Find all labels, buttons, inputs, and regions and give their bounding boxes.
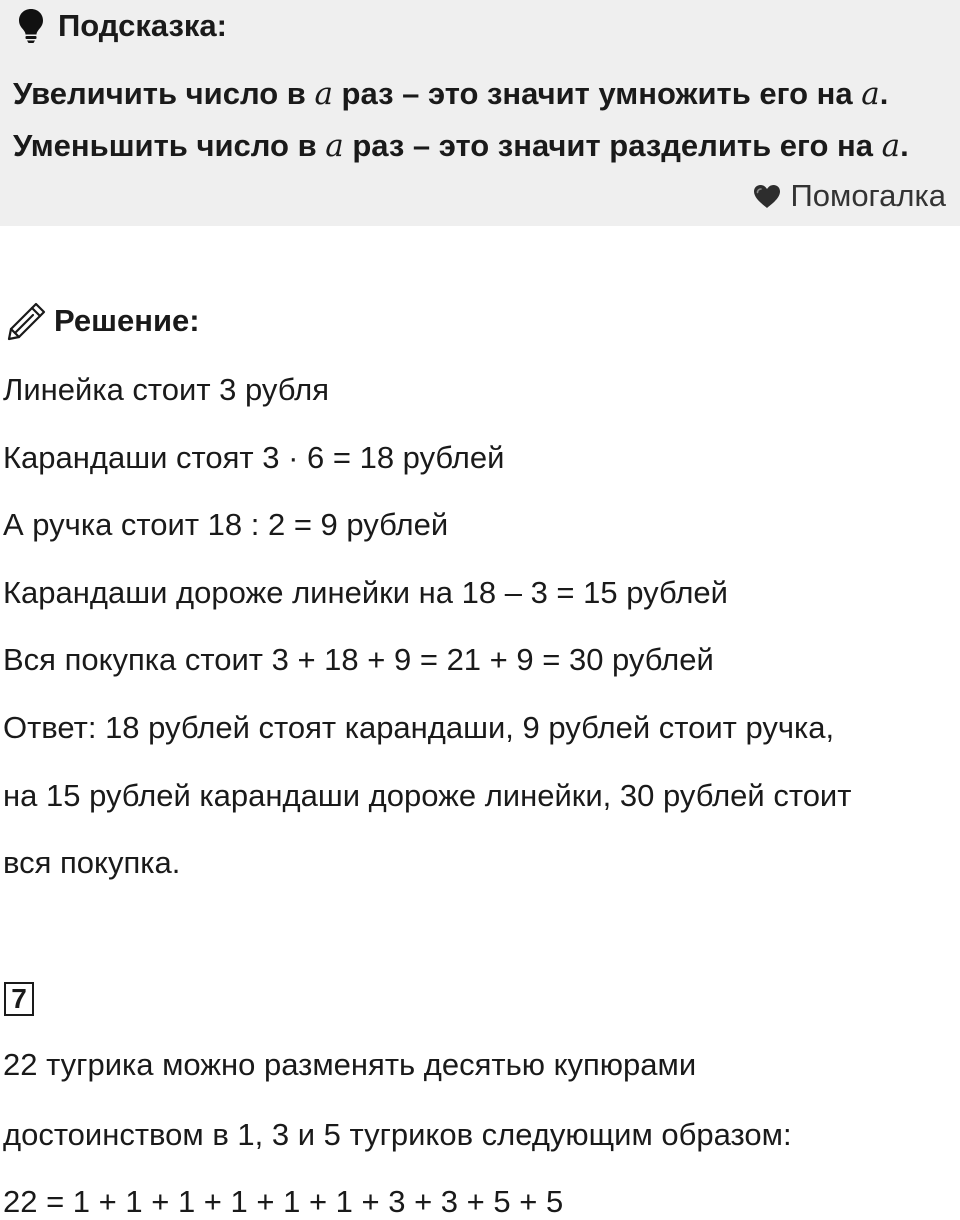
brand-credit — [752, 178, 946, 214]
brand-name: Помогалка — [790, 178, 946, 213]
hint-box — [0, 0, 960, 226]
task-number-badge: 7 — [4, 982, 34, 1016]
task-text-line: 22 тугрика можно разменять десятью купюрами — [3, 1047, 697, 1082]
lightbulb-icon — [18, 8, 44, 44]
heart-icon — [752, 183, 782, 209]
answer-line: вся покупка. — [3, 845, 181, 880]
solution-line: Карандаши дороже линейки на 18 – 3 = 15 рублей — [3, 575, 728, 610]
solution-line: А ручка стоит 18 : 2 = 9 рублей — [3, 507, 449, 542]
hint-rule-decrease: Уменьшить число в 𝑎 раз – это значит разделить его на 𝑎. — [13, 128, 909, 164]
variable-a: 𝑎 — [881, 128, 901, 164]
pencil-icon — [6, 300, 48, 342]
variable-a: 𝑎 — [325, 128, 344, 164]
task-text-line: 22 = 1 + 1 + 1 + 1 + 1 + 1 + 3 + 3 + 5 + 5 — [3, 1184, 564, 1219]
answer-line: на 15 рублей карандаши дороже линейки, 30 рублей стоит — [3, 778, 852, 813]
variable-a: 𝑎 — [314, 76, 333, 112]
hint-header — [18, 6, 227, 46]
solution-line: Вся покупка стоит 3 + 18 + 9 = 21 + 9 = 30 рублей — [3, 642, 714, 677]
answer-line: Ответ: 18 рублей стоят карандаши, 9 рублей стоит ручка, — [3, 710, 835, 745]
solution-header — [6, 300, 200, 342]
solution-line: Карандаши стоят 3 · 6 = 18 рублей — [3, 440, 505, 475]
hint-title: Подсказка: — [58, 8, 227, 43]
hint-rule-increase: Увеличить число в 𝑎 раз – это значит умножить его на 𝑎. — [13, 76, 889, 112]
variable-a: 𝑎 — [861, 76, 880, 112]
solution-line: Линейка стоит 3 рубля — [3, 372, 329, 407]
task-text-line: достоинством в 1, 3 и 5 тугриков следующим образом: — [3, 1117, 792, 1152]
solution-title: Решение: — [54, 303, 200, 338]
